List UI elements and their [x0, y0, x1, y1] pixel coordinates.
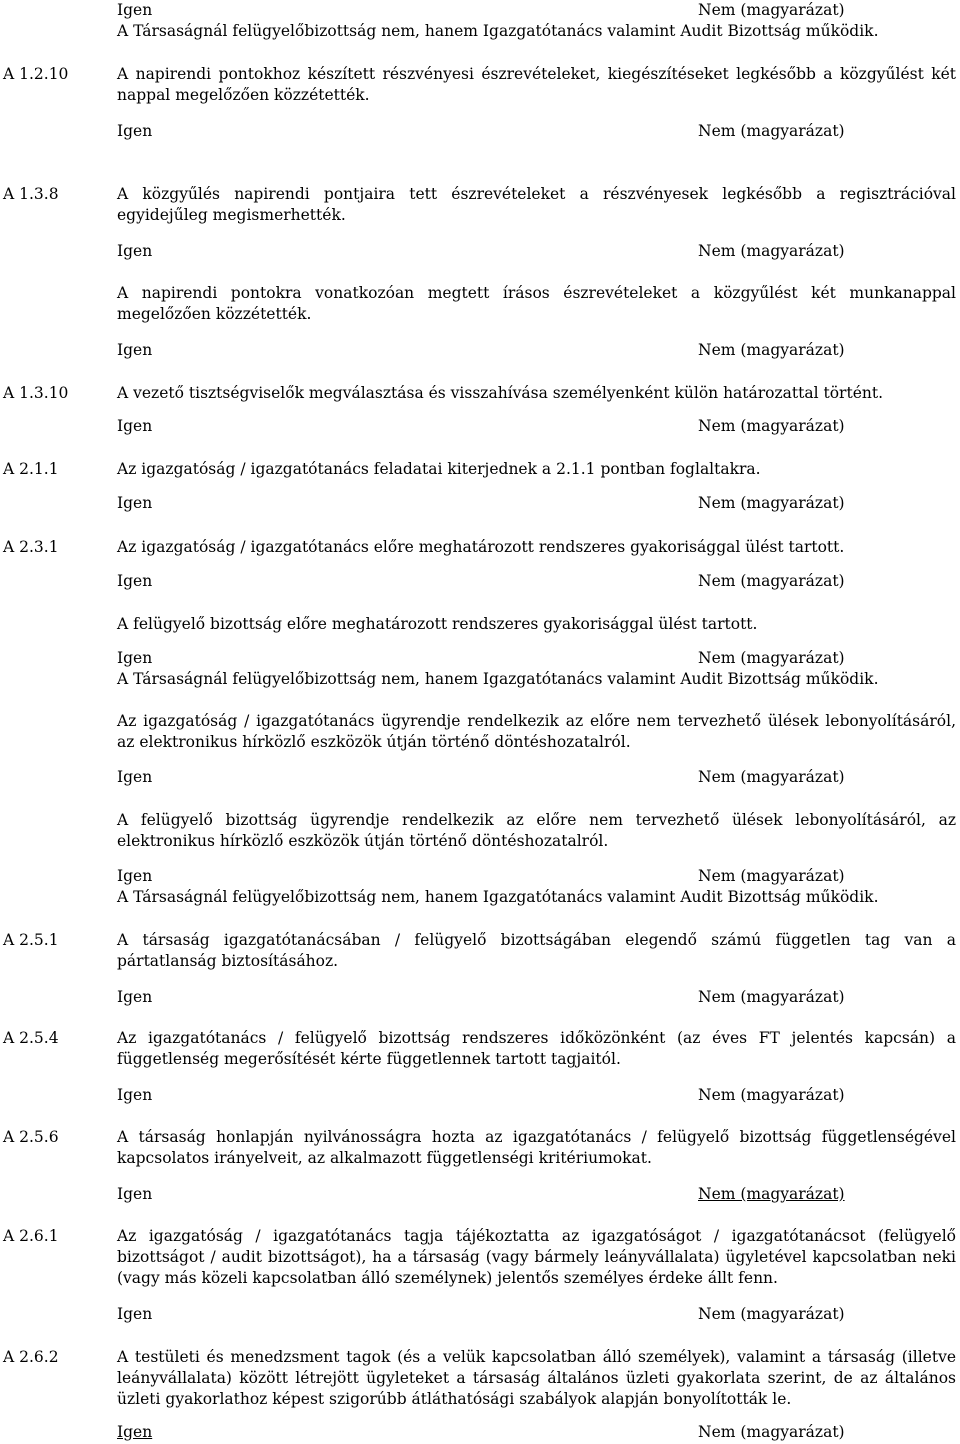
answer-yes: Igen [117, 417, 153, 435]
answer-yes: Igen [117, 768, 153, 786]
item-text: A közgyűlés napirendi pontjaira tett észrevételeket a részvényesek legkésőbb a regisztrációval egyidejűleg megismerhették. [117, 185, 956, 224]
item-text: A testületi és menedzsment tagok (és a velük kapcsolatban álló személyek), valamint a társaság (illetve leányvállalata) között létrejött ügyleteket a társaság általános üzleti gyakorlata szerint, de az általános üzleti gyakorlathoz képest szigorúbb átláthatósági szabályok alapján bonyolították le. [117, 1348, 956, 1408]
answer-no: Nem (magyarázat) [698, 1185, 845, 1203]
item-text: A vezető tisztségviselők megválasztása és visszahívása személyenként külön határozattal történt. [117, 384, 884, 402]
answer-no: Nem (magyarázat) [698, 1086, 845, 1104]
item-code: A 2.6.2 [3, 1348, 59, 1366]
note-no-supervisory-board: A Társaságnál felügyelőbizottság nem, hanem Igazgatótanács valamint Audit Bizottság működik. [117, 670, 879, 688]
answer-no: Nem (magyarázat) [698, 242, 845, 260]
answer-yes: Igen [117, 1086, 153, 1104]
item-code: A 1.2.10 [3, 65, 69, 83]
item-text-quaternary: A felügyelő bizottság ügyrendje rendelkezik az előre nem tervezhető ülések lebonyolításáról, az elektronikus hírközlő eszközök útján történő döntéshozatalról. [117, 811, 956, 850]
answer-no: Nem (magyarázat) [698, 649, 845, 667]
answer-no: Nem (magyarázat) [698, 572, 845, 590]
answer-no: Nem (magyarázat) [698, 341, 845, 359]
item-code: A 1.3.10 [3, 384, 69, 402]
answer-yes: Igen [117, 1185, 153, 1203]
item-text: A társaság igazgatótanácsában / felügyelő bizottságában elegendő számú független tag van a pártatlanság biztosításához. [117, 931, 956, 970]
item-text-secondary: A felügyelő bizottság előre meghatározott rendszeres gyakorisággal ülést tartott. [117, 615, 758, 633]
answer-no: Nem (magyarázat) [698, 988, 845, 1006]
note-no-supervisory-board: A Társaságnál felügyelőbizottság nem, hanem Igazgatótanács valamint Audit Bizottság működik. [117, 888, 879, 906]
answer-yes: Igen [117, 242, 153, 260]
item-code: A 2.1.1 [3, 460, 59, 478]
answer-yes: Igen [117, 1423, 153, 1441]
answer-yes: Igen [117, 341, 153, 359]
answer-yes: Igen [117, 122, 153, 140]
item-code: A 2.3.1 [3, 538, 59, 556]
item-text: Az igazgatóság / igazgatótanács tagja tájékoztatta az igazgatóságot / igazgatótanácsot (felügyelő bizottságot / audit bizottságot), ha a társaság (vagy bármely leányvállalata) ügyletével kapcsolatban neki (vagy más közeli kapcsolatban álló személynek) jelentős személyes érdeke állt fenn. [117, 1227, 956, 1287]
item-text-secondary: A napirendi pontokra vonatkozóan megtett írásos észrevételeket a közgyűlést két munkanappal megelőzően közzétették. [117, 284, 956, 323]
item-text: Az igazgatótanács / felügyelő bizottság rendszeres időközönként (az éves FT jelentés kapcsán) a függetlenség megerősítését kérte függetlennek tartott tagjaitól. [117, 1029, 956, 1068]
answer-yes: Igen [117, 1, 153, 19]
answer-yes: Igen [117, 1305, 153, 1323]
answer-no: Nem (magyarázat) [698, 768, 845, 786]
answer-yes: Igen [117, 494, 153, 512]
item-text: Az igazgatóság / igazgatótanács feladatai kiterjednek a 2.1.1 pontban foglaltakra. [117, 460, 761, 478]
answer-yes: Igen [117, 988, 153, 1006]
item-code: A 2.5.4 [3, 1029, 59, 1047]
item-text: A napirendi pontokhoz készített részvényesi észrevételeket, kiegészítéseket legkésőbb a közgyűlést két nappal megelőzően közzétették. [117, 65, 956, 104]
item-code: A 2.5.6 [3, 1128, 59, 1146]
item-code: A 2.5.1 [3, 931, 59, 949]
item-text: Az igazgatóság / igazgatótanács előre meghatározott rendszeres gyakorisággal ülést tartott. [117, 538, 845, 556]
answer-yes: Igen [117, 572, 153, 590]
note-no-supervisory-board: A Társaságnál felügyelőbizottság nem, hanem Igazgatótanács valamint Audit Bizottság működik. [117, 22, 879, 40]
answer-no: Nem (magyarázat) [698, 1423, 845, 1441]
item-code: A 2.6.1 [3, 1227, 59, 1245]
item-text: A társaság honlapján nyilvánosságra hozta az igazgatótanács / felügyelő bizottság függetlenségével kapcsolatos irányelveit, az alkalmazott függetlenségi kritériumokat. [117, 1128, 956, 1167]
answer-no: Nem (magyarázat) [698, 494, 845, 512]
answer-yes: Igen [117, 867, 153, 885]
answer-yes: Igen [117, 649, 153, 667]
answer-no: Nem (magyarázat) [698, 1, 845, 19]
answer-no: Nem (magyarázat) [698, 122, 845, 140]
item-text-tertiary: Az igazgatóság / igazgatótanács ügyrendje rendelkezik az előre nem tervezhető ülések lebonyolításáról, az elektronikus hírközlő eszközök útján történő döntéshozatalról. [117, 712, 956, 751]
item-code: A 1.3.8 [3, 185, 59, 203]
answer-no: Nem (magyarázat) [698, 1305, 845, 1323]
answer-no: Nem (magyarázat) [698, 417, 845, 435]
answer-no: Nem (magyarázat) [698, 867, 845, 885]
